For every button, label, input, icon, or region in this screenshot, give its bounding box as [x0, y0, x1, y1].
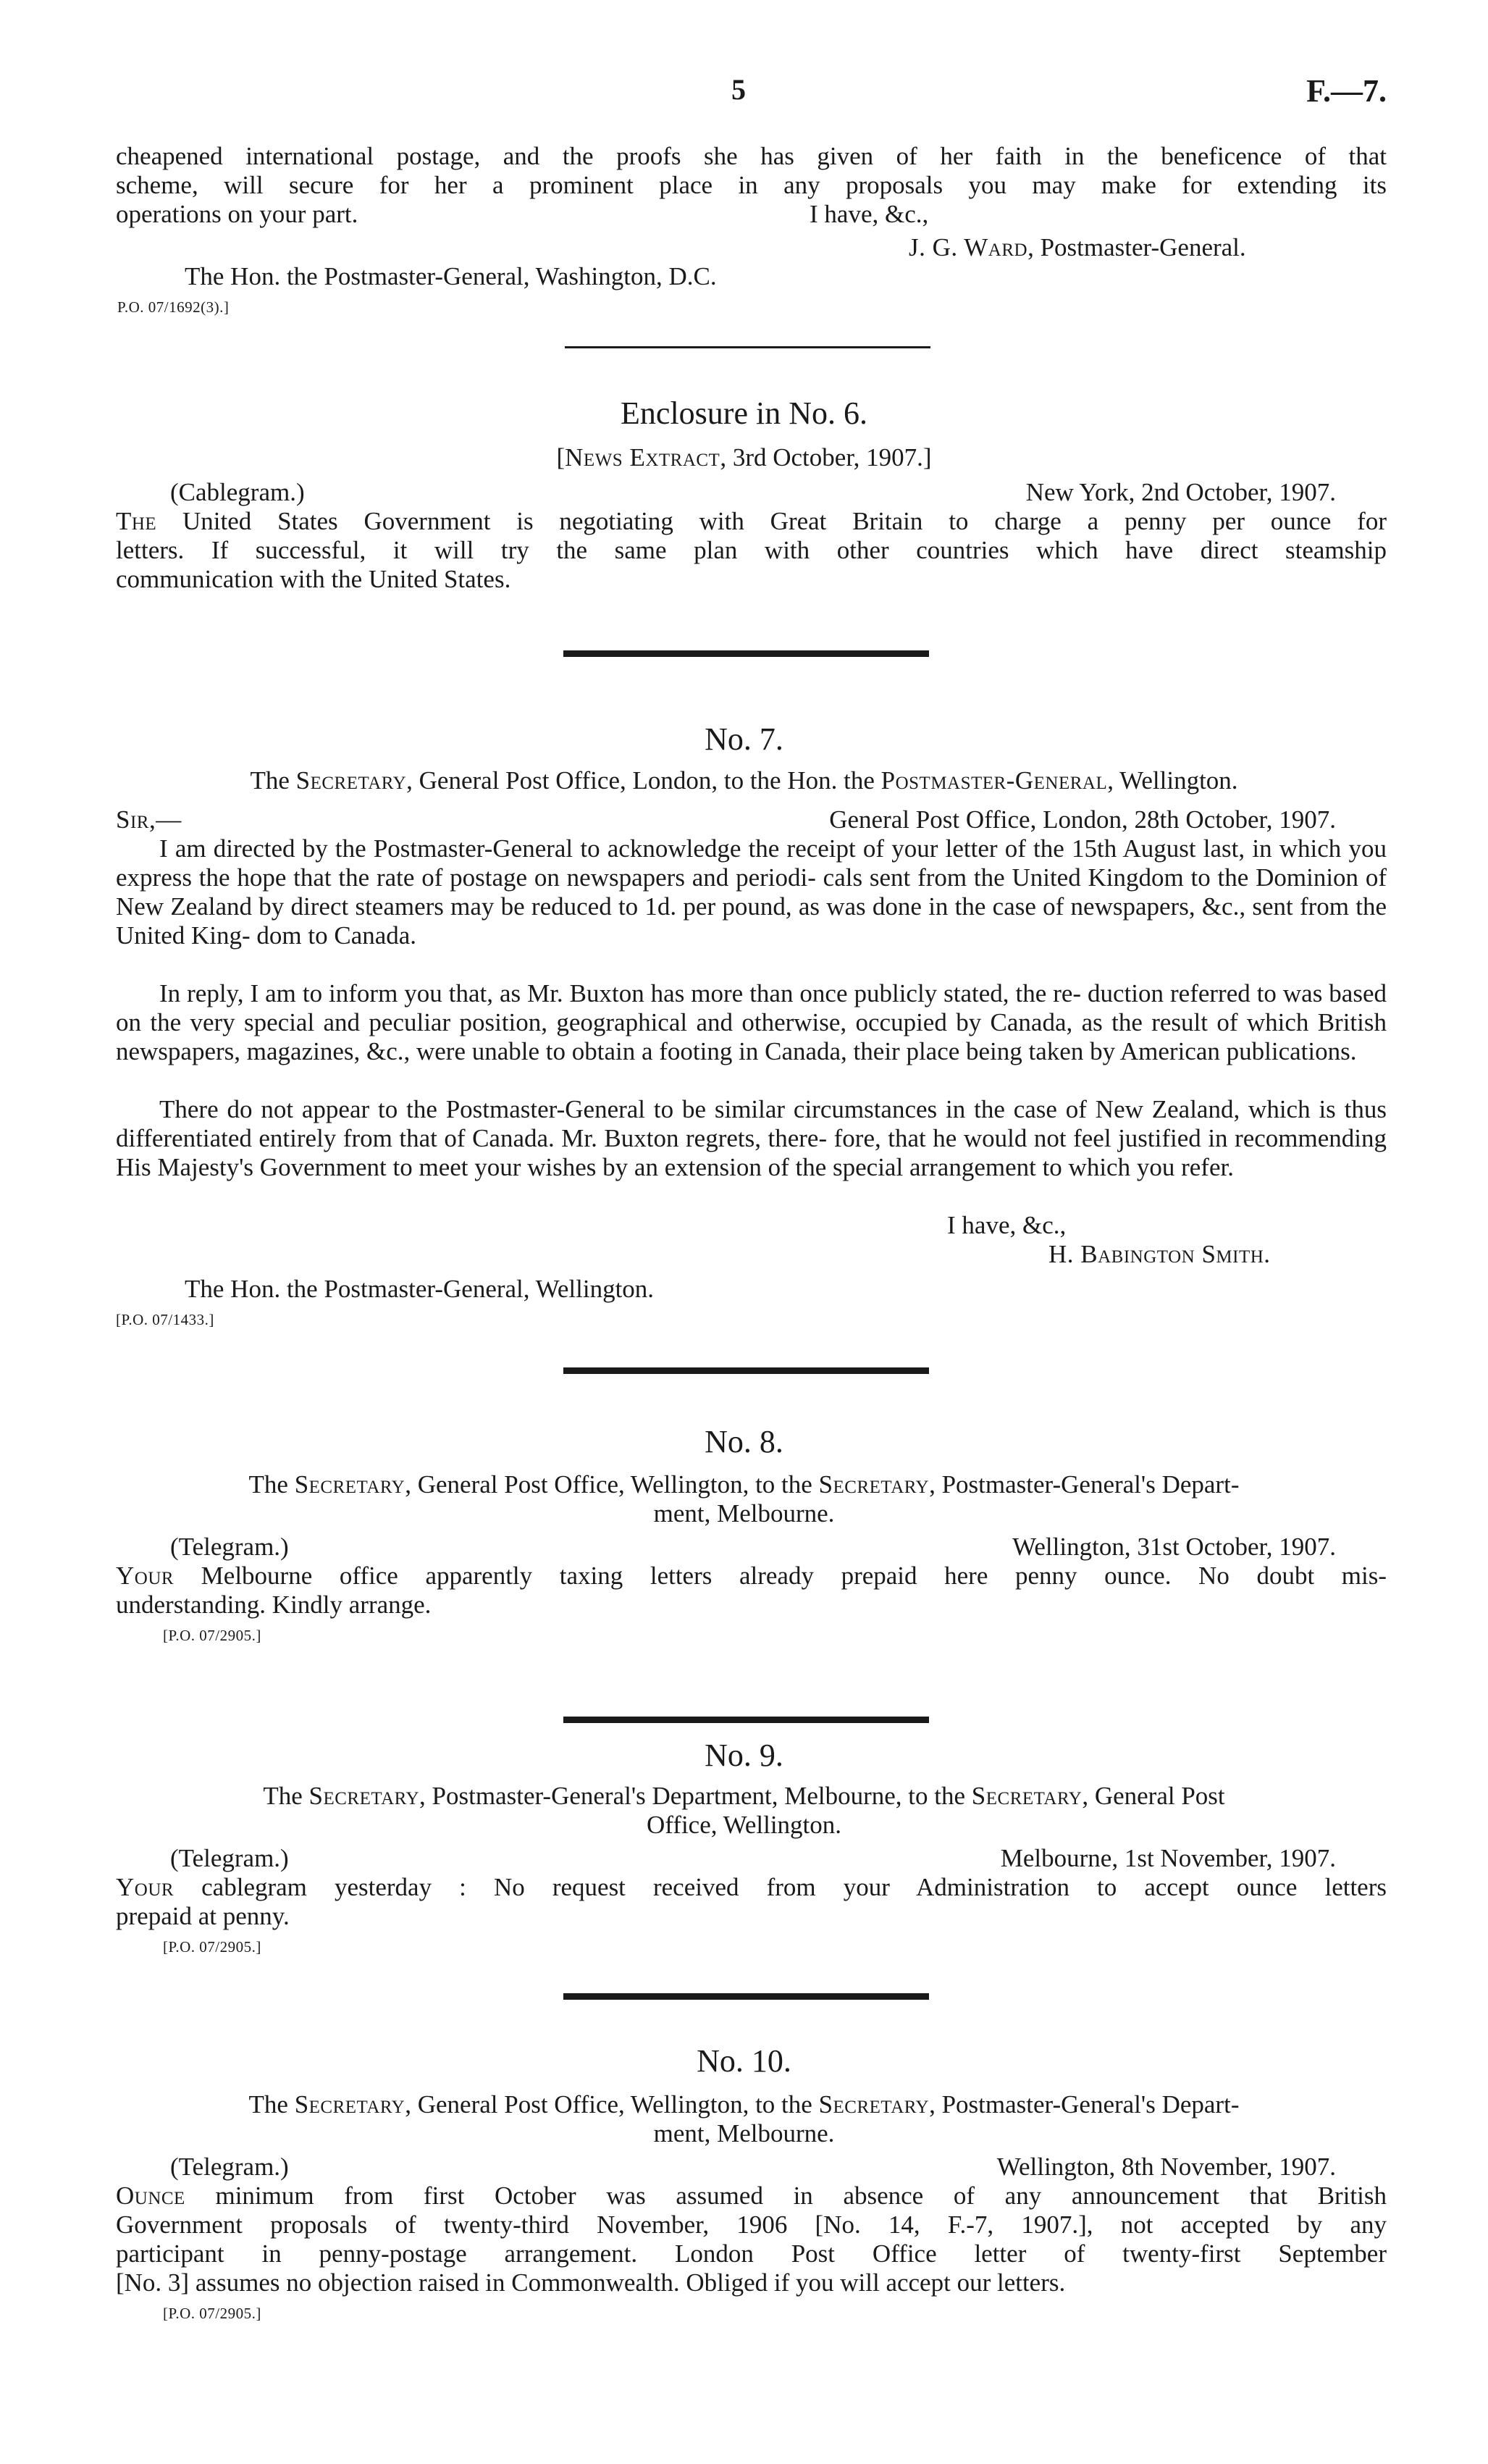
addr-part: , Postmaster-General's Depart-	[929, 2090, 1240, 2119]
addr-recipient: Secretary	[818, 2090, 930, 2119]
addressee: The Hon. the Postmaster-General, Washington, D.C.	[185, 262, 717, 290]
addr-sender: Secretary	[294, 1470, 405, 1499]
dateline: New York, 2nd October, 1907.	[1025, 478, 1336, 506]
section-heading-no7: No. 7.	[705, 721, 783, 757]
no7-paragraph-1: I am directed by the Postmaster-General to acknowledge the receipt of your letter of the 15th August last, in which you express the hope that the rate of postage on newspapers and periodi- cals sent from the United Kingdom to the Dominion of New Zealand by direct steamers may be reduced to 1d. per pound, as was done in the case of newspapers, &c., sent from the United King- dom to Canada.	[116, 834, 1387, 950]
page-number: 5	[731, 73, 746, 106]
message-type: (Telegram.)	[170, 1844, 289, 1872]
body-text: cablegram yesterday : No request received from your Administration to accept ounce letters	[174, 1873, 1387, 1901]
file-reference: [P.O. 07/2905.]	[163, 1627, 261, 1644]
addr-sender: Secretary	[294, 2090, 405, 2119]
dateline: Melbourne, 1st November, 1907.	[1000, 1844, 1336, 1872]
file-reference: [P.O. 07/2905.]	[163, 2305, 261, 2322]
no9-address-line-1	[0, 1782, 1488, 1811]
addr-part: The	[248, 1470, 295, 1499]
no9-address-line-2: Office, Wellington.	[646, 1811, 842, 1839]
prev-letter-line: cheapened international postage, and the proofs she has given of her faith in the beneficence of that	[116, 142, 1387, 170]
body-text: Melbourne office apparently taxing letters already prepaid here penny ounce. No doubt mis-	[174, 1562, 1387, 1590]
dateline: General Post Office, London, 28th October, 1907.	[829, 805, 1336, 834]
message-type: (Telegram.)	[170, 2153, 289, 2181]
addr-part: , General Post Office, London, to the Hon. the	[406, 766, 881, 795]
enclosure-body-line	[116, 507, 1387, 536]
source-label: News Extract	[565, 443, 720, 472]
section-divider	[565, 346, 930, 348]
message-type: (Telegram.)	[170, 1533, 289, 1561]
signature	[1048, 1240, 1271, 1269]
lead-word: Your	[116, 1873, 175, 1901]
prev-letter-line: operations on your part.	[116, 200, 358, 228]
no8-body-line: understanding. Kindly arrange.	[116, 1591, 432, 1619]
no7-paragraph-2: In reply, I am to inform you that, as Mr. Buxton has more than once publicly stated, the re- duction referred to was based on the very special and peculiar position, geographical and otherwise, occupied by Canada, as the result of which British newspapers, magazines, &c., were unable to obtain a footing in Canada, their place being taken by American publications.	[116, 979, 1387, 1065]
addr-part: , General Post Office, Wellington, to the	[405, 1470, 819, 1499]
no7-paragraph-3: There do not appear to the Postmaster-General to be similar circumstances in the case of New Zealand, which is thus differentiated entirely from that of Canada. Mr. Buxton regrets, there- fore, that he would not feel justified in recommending His Majesty's Government to meet your wishes by an extension of the special arrangement to which you refer.	[116, 1095, 1387, 1181]
no8-address-line-2: ment, Melbourne.	[653, 1499, 835, 1528]
enclosure-heading: Enclosure in No. 6.	[621, 395, 867, 431]
no10-address-line-1	[0, 2090, 1488, 2119]
section-divider	[563, 1367, 929, 1374]
message-type: (Cablegram.)	[170, 478, 305, 506]
addr-recipient: Secretary	[971, 1782, 1083, 1810]
section-heading-no8: No. 8.	[705, 1424, 783, 1459]
signature	[909, 233, 1246, 262]
closing: I have, &c.,	[810, 200, 929, 228]
no9-body-line	[116, 1873, 1387, 1902]
section-divider	[563, 1993, 929, 2000]
section-divider	[563, 1717, 929, 1723]
body-text: minimum from first October was assumed in absence of any announcement that British	[185, 2182, 1387, 2210]
section-divider	[563, 650, 929, 657]
no10-body-line: participant in penny-postage arrangement. London Post Office letter of twenty-first September	[116, 2239, 1387, 2268]
source-bracket: [	[556, 443, 566, 472]
enclosure-body-line: communication with the United States.	[116, 565, 511, 593]
body-text: United States Government is negotiating with Great Britain to charge a penny per ounce for	[156, 507, 1387, 535]
addr-sender: Secretary	[308, 1782, 420, 1810]
dateline: Wellington, 8th November, 1907.	[996, 2153, 1336, 2181]
addr-part: , Wellington.	[1107, 766, 1238, 795]
no7-address	[0, 766, 1488, 795]
addr-part: , Postmaster-General's Depart-	[929, 1470, 1240, 1499]
signature-name: H. Babington Smith.	[1048, 1240, 1271, 1268]
closing: I have, &c.,	[947, 1211, 1067, 1239]
addr-recipient: Postmaster-General	[880, 766, 1108, 795]
section-heading-no9: No. 9.	[705, 1738, 783, 1773]
addr-sender: Secretary	[295, 766, 407, 795]
dateline: Wellington, 31st October, 1907.	[1012, 1533, 1336, 1561]
file-reference: [P.O. 07/2905.]	[163, 1938, 261, 1956]
lead-word: Your	[116, 1562, 175, 1590]
addressee: The Hon. the Postmaster-General, Wellington.	[185, 1275, 655, 1303]
enclosure-source	[0, 443, 1488, 472]
addr-part: The	[250, 766, 296, 795]
enclosure-body-line: letters. If successful, it will try the same plan with other countries which have direct steamship	[116, 536, 1387, 564]
signature-name: J. G. Ward	[909, 233, 1028, 261]
no10-body-line: [No. 3] assumes no objection raised in Commonwealth. Obliged if you will accept our letters.	[116, 2268, 1066, 2297]
signature-title: , Postmaster-General.	[1027, 233, 1246, 261]
prev-letter-line: scheme, will secure for her a prominent place in any proposals you may make for extending its	[116, 171, 1387, 199]
document-code: F.—7.	[1306, 73, 1387, 109]
no8-body-line	[116, 1562, 1387, 1591]
addr-part: The	[263, 1782, 309, 1810]
no10-body-line: Government proposals of twenty-third November, 1906 [No. 14, F.-7, 1907.], not accepted by any	[116, 2211, 1387, 2239]
file-reference: P.O. 07/1692(3).]	[117, 298, 230, 316]
no9-body-line: prepaid at penny.	[116, 1902, 290, 1930]
file-reference: [P.O. 07/1433.]	[116, 1311, 214, 1328]
salutation	[116, 805, 182, 834]
lead-word: Ounce	[116, 2182, 185, 2210]
no10-body-line	[116, 2182, 1387, 2211]
addr-recipient: Secretary	[818, 1470, 930, 1499]
addr-part: , Postmaster-General's Department, Melbourne, to the	[419, 1782, 972, 1810]
addr-part: , General Post Office, Wellington, to the	[405, 2090, 819, 2119]
addr-part: , General Post	[1082, 1782, 1225, 1810]
source-date: , 3rd October, 1907.]	[720, 443, 932, 472]
addr-part: The	[248, 2090, 295, 2119]
salutation-text: Sir,—	[116, 805, 182, 834]
no10-address-line-2: ment, Melbourne.	[653, 2119, 835, 2147]
lead-word: The	[116, 507, 157, 535]
no8-address-line-1	[0, 1470, 1488, 1499]
section-heading-no10: No. 10.	[697, 2043, 791, 2079]
